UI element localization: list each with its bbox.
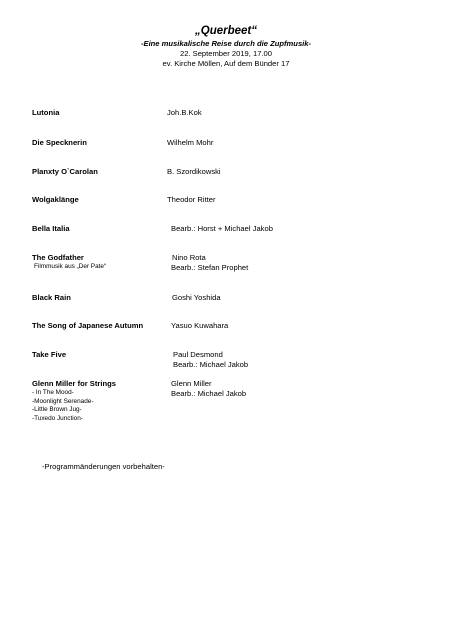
composer-line: Glenn Miller <box>171 379 212 388</box>
arranger-line: Bearb.: Stefan Prophet <box>171 263 249 272</box>
composer-line: Paul Desmond <box>173 350 223 359</box>
arranger-line: Bearb.: Michael Jakob <box>171 389 247 398</box>
composer-line: Theodor Ritter <box>167 195 216 204</box>
piece-title: The Song of Japanese Autumn <box>32 321 144 330</box>
piece-subtitle: Filmmusik aus „Der Pate“ <box>34 263 107 270</box>
piece-title: Glenn Miller for Strings <box>32 379 116 388</box>
composer-line: Bearb.: Horst + Michael Jakob <box>171 224 273 233</box>
piece-title: Wolgaklänge <box>32 195 79 204</box>
composer-line: Nino Rota <box>172 253 206 262</box>
piece-title: Bella Italia <box>32 224 70 233</box>
composer-line: Wilhelm Mohr <box>167 138 214 147</box>
piece-subtitle: -Tuxedo Junction- <box>32 414 83 422</box>
arranger-line: Bearb.: Michael Jakob <box>173 360 249 369</box>
piece-title: The Godfather <box>32 253 84 262</box>
concert-subtitle: -Eine musikalische Reise durch die Zupfmusik- <box>140 39 312 48</box>
composer-line: B. Szordikowski <box>167 167 221 176</box>
piece-subtitle: -Moonlight Serenade- <box>32 397 94 405</box>
concert-date: 22. September 2019, 17.00 <box>179 49 273 58</box>
composer-line: Goshi Yoshida <box>172 293 221 302</box>
program-disclaimer: -Programmänderungen vorbehalten- <box>42 462 165 471</box>
composer-line: Joh.B.Kok <box>167 108 202 117</box>
piece-title: Die Specknerin <box>32 138 87 147</box>
piece-title: Planxty O`Carolan <box>32 167 98 176</box>
piece-title: Black Rain <box>32 293 71 302</box>
piece-subtitle: -Little Brown Jug- <box>32 406 82 414</box>
composer-line: Yasuo Kuwahara <box>171 321 229 330</box>
piece-subtitle: - In The Mood- <box>32 389 74 396</box>
concert-venue: ev. Kirche Möllen, Auf dem Bünder 17 <box>162 59 290 68</box>
concert-title: „Querbeet“ <box>195 25 257 37</box>
piece-title: Take Five <box>32 350 67 359</box>
piece-title: Lutonia <box>32 108 60 117</box>
